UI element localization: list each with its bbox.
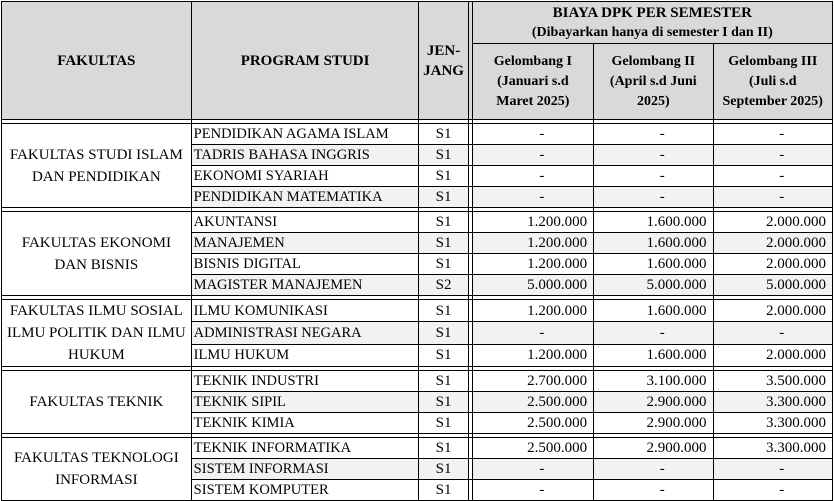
fee-gelombang-2-cell bbox=[594, 480, 713, 501]
table-row bbox=[2, 371, 833, 392]
fee-gelombang-2-cell bbox=[594, 459, 713, 480]
fee-gelombang-2-cell bbox=[594, 254, 713, 275]
fee-gelombang-3-cell bbox=[713, 413, 833, 434]
fee-value: 1.200.000 bbox=[527, 347, 588, 364]
fee-empty-value: - bbox=[779, 147, 785, 163]
fee-empty-value: - bbox=[779, 189, 785, 205]
fee-empty-value: - bbox=[539, 126, 545, 142]
fakultas-cell bbox=[2, 212, 192, 296]
fee-value: 1.600.000 bbox=[646, 214, 707, 230]
fee-empty-value: - bbox=[539, 168, 545, 184]
header-jenjang-line1: JEN- bbox=[426, 42, 461, 59]
fee-empty-value: - bbox=[539, 482, 545, 498]
fee-gelombang-3-cell bbox=[713, 254, 833, 275]
fee-gelombang-2-cell bbox=[594, 166, 713, 187]
fee-gelombang-1-cell bbox=[472, 459, 593, 480]
gelombang-3-line3: September 2025) bbox=[722, 93, 823, 109]
fakultas-name-line: DAN BISNIS bbox=[54, 256, 139, 273]
fee-gelombang-3-cell bbox=[713, 459, 833, 480]
fakultas-name-line: FAKULTAS TEKNIK bbox=[29, 394, 164, 410]
fee-value: 2.500.000 bbox=[527, 394, 588, 410]
fee-gelombang-1-cell bbox=[472, 300, 593, 322]
fee-empty-value: - bbox=[539, 324, 545, 341]
fee-value: 3.300.000 bbox=[766, 440, 826, 456]
program-studi-cell: PENDIDIKAN MATEMATIKA bbox=[191, 187, 419, 208]
fee-gelombang-1-cell bbox=[472, 413, 593, 434]
program-studi-cell: SISTEM INFORMASI bbox=[191, 459, 419, 480]
fee-gelombang-1-cell bbox=[472, 344, 593, 366]
fee-gelombang-1-cell bbox=[472, 438, 593, 459]
fee-empty-value: - bbox=[779, 168, 785, 184]
fee-empty-value: - bbox=[659, 147, 665, 163]
fee-gelombang-3-cell bbox=[713, 438, 833, 459]
fee-value: 3.500.000 bbox=[766, 373, 826, 389]
fee-value: 1.200.000 bbox=[527, 214, 588, 230]
program-studi-cell: MANAJEMEN bbox=[191, 233, 419, 254]
fakultas-cell bbox=[2, 300, 192, 367]
fee-gelombang-2-cell bbox=[594, 300, 713, 322]
fee-gelombang-3-cell bbox=[713, 480, 833, 501]
fee-gelombang-2-cell bbox=[594, 145, 713, 166]
header-jenjang-line2: JANG bbox=[423, 62, 464, 79]
jenjang-cell: S2 bbox=[419, 275, 468, 296]
fee-gelombang-3-cell bbox=[713, 124, 833, 145]
fee-gelombang-3-cell bbox=[713, 212, 833, 233]
header-jenjang bbox=[419, 2, 468, 120]
header-gelombang-3 bbox=[713, 44, 833, 120]
jenjang-cell: S1 bbox=[419, 300, 468, 322]
fee-value: 3.300.000 bbox=[766, 415, 826, 431]
fee-value: 1.600.000 bbox=[646, 256, 707, 272]
fee-gelombang-2-cell bbox=[594, 212, 713, 233]
gelombang-2-line1: Gelombang II bbox=[611, 53, 696, 69]
fee-empty-value: - bbox=[659, 189, 665, 205]
fee-empty-value: - bbox=[779, 126, 785, 142]
fee-value: 2.900.000 bbox=[646, 394, 707, 410]
fakultas-name-line: FAKULTAS STUDI ISLAM bbox=[9, 146, 183, 163]
header-biaya bbox=[472, 2, 832, 44]
fee-gelombang-1-cell bbox=[472, 371, 593, 392]
jenjang-cell: S1 bbox=[419, 212, 468, 233]
fee-value: 1.600.000 bbox=[646, 302, 707, 319]
program-studi-cell: MAGISTER MANAJEMEN bbox=[191, 275, 419, 296]
gelombang-1-line2: (Januari s.d bbox=[497, 73, 569, 89]
fee-gelombang-2-cell bbox=[594, 413, 713, 434]
fee-gelombang-3-cell bbox=[713, 187, 833, 208]
jenjang-cell: S1 bbox=[419, 254, 468, 275]
jenjang-cell: S1 bbox=[419, 392, 468, 413]
fee-value: 2.000.000 bbox=[766, 347, 826, 364]
fee-value: 2.000.000 bbox=[766, 256, 826, 272]
fakultas-cell bbox=[2, 438, 192, 501]
fakultas-name-line: ILMU POLITIK DAN ILMU bbox=[6, 325, 186, 341]
header-gelombang-2 bbox=[594, 44, 713, 120]
table-row bbox=[2, 212, 833, 233]
program-studi-cell: AKUNTANSI bbox=[191, 212, 419, 233]
gelombang-1-line1: Gelombang I bbox=[493, 53, 572, 69]
fee-value: 2.500.000 bbox=[527, 440, 588, 456]
fee-table bbox=[1, 1, 833, 501]
fee-empty-value: - bbox=[539, 147, 545, 163]
table-row bbox=[2, 124, 833, 145]
jenjang-cell: S1 bbox=[419, 187, 468, 208]
fee-gelombang-3-cell bbox=[713, 166, 833, 187]
fee-empty-value: - bbox=[779, 461, 785, 477]
fee-gelombang-3-cell bbox=[713, 233, 833, 254]
fakultas-name-line: INFORMASI bbox=[55, 472, 138, 488]
fee-value: 1.600.000 bbox=[646, 347, 707, 364]
jenjang-cell: S1 bbox=[419, 145, 468, 166]
fee-gelombang-1-cell bbox=[472, 145, 593, 166]
fee-value: 5.000.000 bbox=[766, 277, 826, 293]
gelombang-1-line3: Maret 2025) bbox=[496, 93, 570, 109]
program-studi-cell: TEKNIK KIMIA bbox=[191, 413, 419, 434]
jenjang-cell: S1 bbox=[419, 322, 468, 344]
fee-value: 2.900.000 bbox=[646, 440, 707, 456]
program-studi-cell: TEKNIK INFORMATIKA bbox=[191, 438, 419, 459]
fee-gelombang-2-cell bbox=[594, 233, 713, 254]
program-studi-cell: SISTEM KOMPUTER bbox=[191, 480, 419, 501]
fee-empty-value: - bbox=[779, 324, 785, 341]
fee-gelombang-2-cell bbox=[594, 322, 713, 344]
fee-gelombang-3-cell bbox=[713, 392, 833, 413]
fee-gelombang-1-cell bbox=[472, 233, 593, 254]
fee-gelombang-1-cell bbox=[472, 322, 593, 344]
fee-value: 1.200.000 bbox=[527, 256, 588, 272]
fee-gelombang-1-cell bbox=[472, 254, 593, 275]
fee-value: 2.000.000 bbox=[766, 302, 826, 319]
jenjang-cell: S1 bbox=[419, 233, 468, 254]
fee-gelombang-2-cell bbox=[594, 392, 713, 413]
fee-gelombang-1-cell bbox=[472, 187, 593, 208]
jenjang-cell: S1 bbox=[419, 413, 468, 434]
program-studi-cell: TADRIS BAHASA INGGRIS bbox=[191, 145, 419, 166]
fee-gelombang-2-cell bbox=[594, 438, 713, 459]
fee-empty-value: - bbox=[539, 189, 545, 205]
fee-gelombang-1-cell bbox=[472, 124, 593, 145]
program-studi-cell: BISNIS DIGITAL bbox=[191, 254, 419, 275]
header-fakultas: FAKULTAS bbox=[2, 2, 192, 120]
jenjang-cell: S1 bbox=[419, 124, 468, 145]
fakultas-cell bbox=[2, 371, 192, 434]
gelombang-3-line1: Gelombang III bbox=[728, 53, 818, 69]
header-gelombang-1 bbox=[472, 44, 593, 120]
table-row bbox=[2, 438, 833, 459]
fee-gelombang-1-cell bbox=[472, 392, 593, 413]
fakultas-name-line: FAKULTAS ILMU SOSIAL bbox=[9, 303, 183, 319]
fee-gelombang-2-cell bbox=[594, 124, 713, 145]
fee-gelombang-2-cell bbox=[594, 275, 713, 296]
fee-value: 5.000.000 bbox=[527, 277, 588, 293]
fee-gelombang-3-cell bbox=[713, 145, 833, 166]
table-body bbox=[2, 120, 833, 501]
fee-value: 1.200.000 bbox=[527, 235, 588, 251]
fee-gelombang-3-cell bbox=[713, 275, 833, 296]
program-studi-cell: PENDIDIKAN AGAMA ISLAM bbox=[191, 124, 419, 145]
program-studi-cell: ADMINISTRASI NEGARA bbox=[191, 322, 419, 344]
fakultas-cell bbox=[2, 124, 192, 208]
fakultas-name-line: DAN PENDIDIKAN bbox=[31, 168, 161, 185]
gelombang-2-line2: (April s.d Juni bbox=[609, 73, 697, 89]
fee-gelombang-2-cell bbox=[594, 371, 713, 392]
jenjang-cell: S1 bbox=[419, 166, 468, 187]
fakultas-name-line: HUKUM bbox=[68, 347, 125, 363]
fee-empty-value: - bbox=[539, 461, 545, 477]
fee-gelombang-2-cell bbox=[594, 344, 713, 366]
fee-gelombang-3-cell bbox=[713, 371, 833, 392]
fee-value: 2.900.000 bbox=[646, 415, 707, 431]
fee-value: 2.000.000 bbox=[766, 214, 826, 230]
jenjang-cell: S1 bbox=[419, 459, 468, 480]
fee-value: 2.700.000 bbox=[527, 373, 588, 389]
fee-gelombang-1-cell bbox=[472, 480, 593, 501]
header-biaya-title: BIAYA DPK PER SEMESTER bbox=[552, 4, 753, 21]
program-studi-cell: ILMU HUKUM bbox=[191, 344, 419, 366]
fee-gelombang-3-cell bbox=[713, 344, 833, 366]
program-studi-cell: EKONOMI SYARIAH bbox=[191, 166, 419, 187]
fee-value: 3.300.000 bbox=[766, 394, 826, 410]
fee-value: 1.200.000 bbox=[527, 302, 588, 319]
fee-gelombang-3-cell bbox=[713, 300, 833, 322]
fee-value: 3.100.000 bbox=[646, 373, 707, 389]
jenjang-cell: S1 bbox=[419, 344, 468, 366]
gelombang-3-line2: (Juli s.d bbox=[749, 73, 797, 89]
program-studi-cell: ILMU KOMUNIKASI bbox=[191, 300, 419, 322]
fee-gelombang-2-cell bbox=[594, 187, 713, 208]
jenjang-cell: S1 bbox=[419, 480, 468, 501]
fee-empty-value: - bbox=[659, 482, 665, 498]
gelombang-2-line3: 2025) bbox=[636, 93, 670, 109]
jenjang-cell: S1 bbox=[419, 438, 468, 459]
fee-gelombang-1-cell bbox=[472, 212, 593, 233]
program-studi-cell: TEKNIK SIPIL bbox=[191, 392, 419, 413]
fee-gelombang-3-cell bbox=[713, 322, 833, 344]
jenjang-cell: S1 bbox=[419, 371, 468, 392]
fee-empty-value: - bbox=[779, 482, 785, 498]
fee-value: 1.600.000 bbox=[646, 235, 707, 251]
fee-value: 2.000.000 bbox=[766, 235, 826, 251]
fee-gelombang-1-cell bbox=[472, 166, 593, 187]
header-biaya-note: (Dibayarkan hanya di semester I dan II) bbox=[531, 24, 773, 40]
fee-empty-value: - bbox=[659, 461, 665, 477]
fee-empty-value: - bbox=[659, 168, 665, 184]
fee-value: 2.500.000 bbox=[527, 415, 588, 431]
fakultas-name-line: FAKULTAS TEKNOLOGI bbox=[13, 450, 179, 466]
fee-empty-value: - bbox=[659, 126, 665, 142]
fee-gelombang-1-cell bbox=[472, 275, 593, 296]
program-studi-cell: TEKNIK INDUSTRI bbox=[191, 371, 419, 392]
header-program-studi: PROGRAM STUDI bbox=[191, 2, 419, 120]
table-row bbox=[2, 300, 833, 322]
fee-empty-value: - bbox=[659, 324, 665, 341]
fakultas-name-line: FAKULTAS EKONOMI bbox=[21, 234, 171, 251]
fee-value: 5.000.000 bbox=[646, 277, 707, 293]
